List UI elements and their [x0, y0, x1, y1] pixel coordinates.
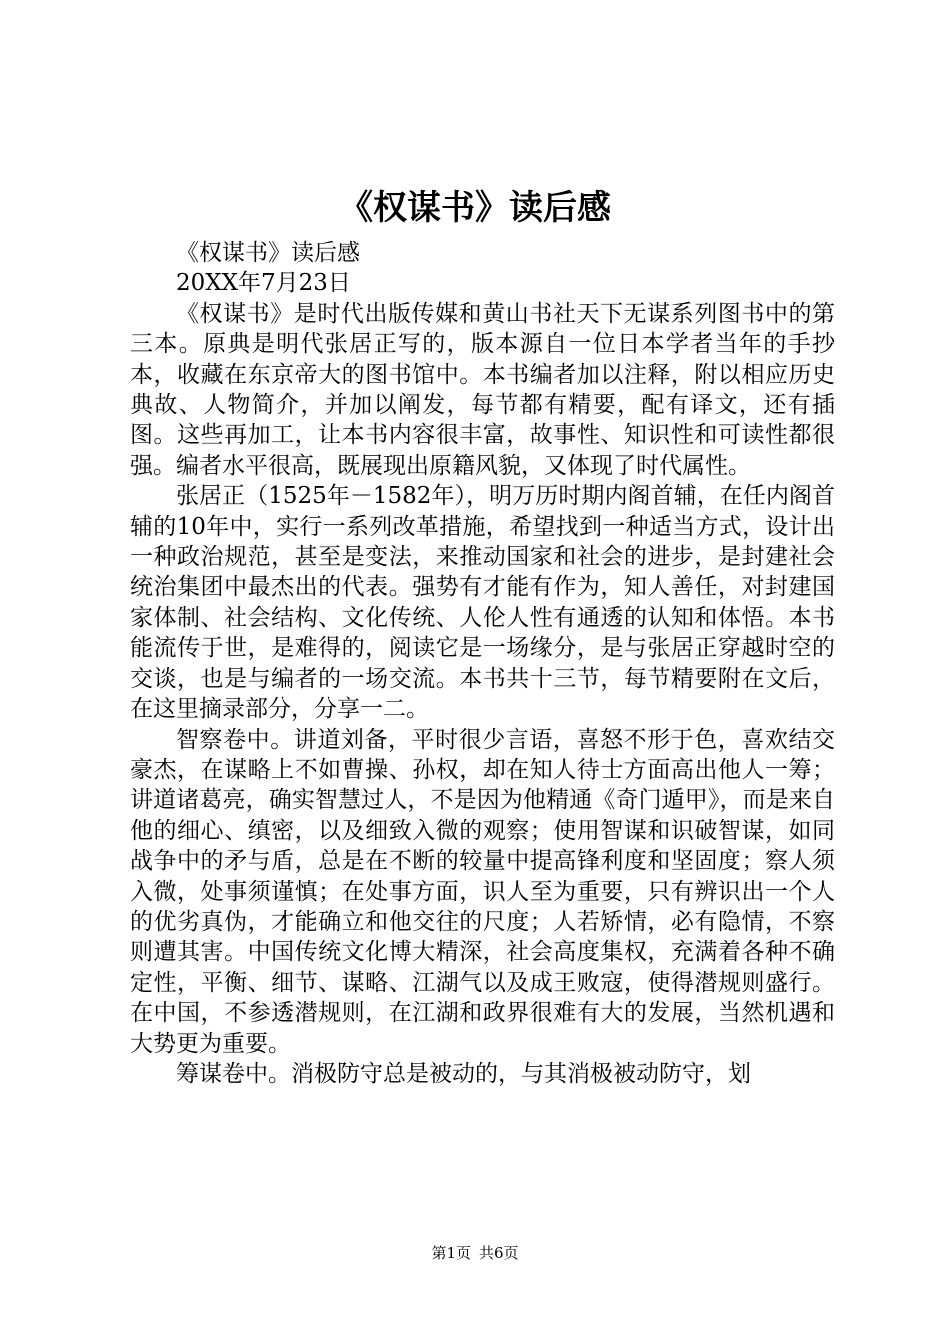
document-body	[130, 238, 835, 1089]
date-line: 20XX年7月23日	[176, 270, 351, 297]
document-title: 《权谋书》读后感	[339, 188, 611, 228]
page-number: 第1页	[431, 1244, 471, 1262]
paragraph-2: 张居正（1525年－1582年），明万历时期内阁首辅，在任内阁首辅的10年中，实行一系列改革措施，希望找到一种适当方式，设计出一种政治规范，甚至是变法，来推动国家和社会的进步，是封建社会统治集团中最杰出的代表。强势有才能有作为，知人善任，对封建国家体制、社会结构、文化传统、人伦人性有通透的认知和体悟。本书能流传于世，是难得的，阅读它是一场缘分，是与张居正穿越时空的交谈，也是与编者的一场交流。本书共十三节，每节精要附在文后，在这里摘录部分，分享一二。	[130, 483, 835, 723]
paragraph-1: 《权谋书》是时代出版传媒和黄山书社天下无谋系列图书中的第三本。原典是明代张居正写的，版本源自一位日本学者当年的手抄本，收藏在东京帝大的图书馆中。本书编者加以注释，附以相应历史典故、人物简介，并加以阐发，每节都有精要，配有译文，还有插图。这些再加工，让本书内容很丰富，故事性、知识性和可读性都很强。编者水平很高，既展现出原籍风貌，又体现了时代属性。	[130, 300, 835, 479]
paragraph-3: 智察卷中。讲道刘备，平时很少言语，喜怒不形于色，喜欢结交豪杰，在谋略上不如曹操、孙权，却在知人待士方面高出他人一筹；讲道诸葛亮，确实智慧过人，不是因为他精通《奇门遁甲》，而是来自他的细心、缜密，以及细致入微的观察；使用智谋和识破智谋，如同战争中的矛与盾，总是在不断的较量中提高锋利度和坚固度；察人须入微，处事须谨慎；在处事方面，识人至为重要，只有辨识出一个人的优劣真伪，才能确立和他交往的尺度；人若矫情，必有隐情，不察则遭其害。中国传统文化博大精深，社会高度集权，充满着各种不确定性，平衡、细节、谋略、江湖气以及成王败寇，使得潜规则盛行。在中国，不参透潜规则，在江湖和政界很难有大的发展，当然机遇和大势更为重要。	[130, 726, 835, 1057]
page-total: 共6页	[479, 1244, 519, 1262]
paragraph-4: 筹谋卷中。消极防守总是被动的，与其消极被动防守，划	[176, 1060, 751, 1087]
subtitle-line: 《权谋书》读后感	[176, 240, 360, 266]
page-footer	[0, 1242, 950, 1264]
